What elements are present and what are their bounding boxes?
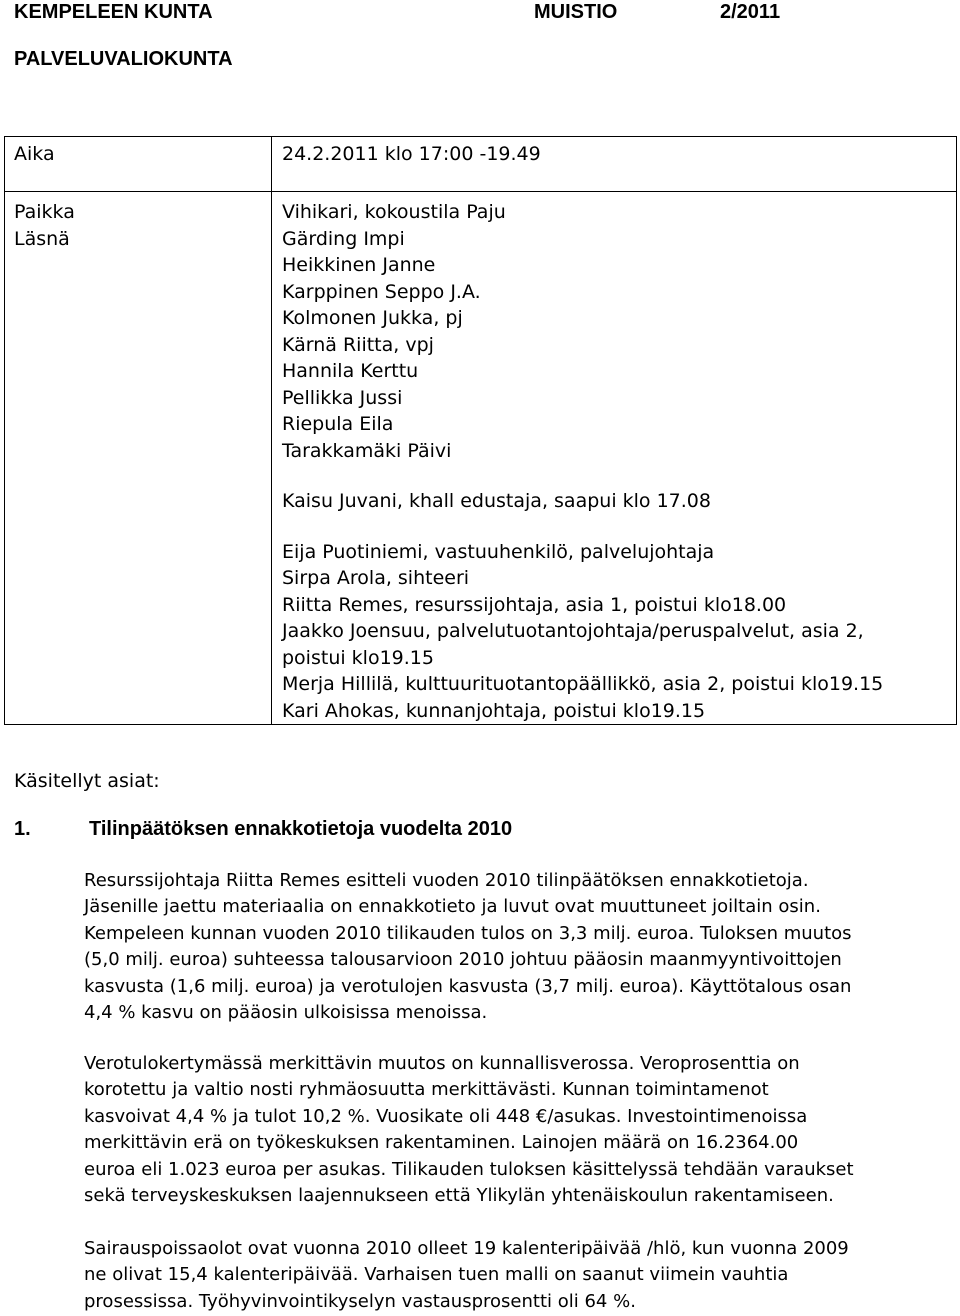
paragraph-line: merkittävin erä on työkeskuksen rakentaminen. Lainojen määrä on 16.2364.00	[84, 1132, 799, 1154]
paragraph-line: korotettu ja valtio nosti ryhmäosuutta merkittävästi. Kunnan toimintamenot	[84, 1079, 769, 1101]
time-label-cell	[5, 137, 272, 192]
member-item: Kolmonen Jukka, pj	[282, 307, 463, 329]
paragraph-line: (5,0 milj. euroa) suhteessa talousarvioon 2010 johtuu pääosin maanmyyntivoittojen	[84, 949, 842, 971]
paragraph-line: ne olivat 15,4 kalenteripäivää. Varhaisen tuen malli on saanut viimein vauhtia	[84, 1264, 789, 1286]
document-number: 2/2011	[720, 1, 781, 23]
official-item: Eija Puotiniemi, vastuuhenkilö, palvelujohtaja	[282, 540, 715, 563]
committee-name: PALVELUVALIOKUNTA	[14, 48, 233, 70]
official-item: Kari Ahokas, kunnanjohtaja, poistui klo19.15	[282, 699, 706, 722]
place-present-label-cell	[5, 192, 272, 725]
spacer	[282, 515, 956, 539]
document-type: MUISTIO	[534, 1, 618, 23]
official-item: poistui klo19.15	[282, 646, 434, 669]
member-item: Tarakkamäki Päivi	[282, 439, 452, 462]
agenda-item-title: Tilinpäätöksen ennakkotietoja vuodelta 2010	[89, 818, 513, 840]
paragraph-line: kasvusta (1,6 milj. euroa) ja verotulojen kasvusta (3,7 milj. euroa). Käyttötalous osan	[84, 975, 852, 997]
official-item: Sirpa Arola, sihteeri	[282, 567, 470, 589]
place-present-row	[5, 192, 957, 725]
paragraph-financial-summary	[84, 868, 954, 1026]
member-item: Hannila Kerttu	[282, 360, 419, 382]
paragraph-tax-revenue	[84, 1051, 954, 1209]
official-item: Riitta Remes, resurssijohtaja, asia 1, poistui klo18.00	[282, 593, 787, 616]
paragraph-line: 4,4 % kasvu on pääosin ulkoisissa menoissa.	[84, 1002, 488, 1024]
place-value: Vihikari, kokoustila Paju	[282, 201, 506, 223]
member-item: Pellikka Jussi	[282, 386, 403, 409]
paragraph-line: kasvoivat 4,4 % ja tulot 10,2 %. Vuosikate oli 448 €/asukas. Investointimenoissa	[84, 1105, 808, 1127]
place-present-value-cell	[272, 192, 957, 725]
spacer	[282, 464, 956, 488]
agenda-item-heading	[14, 816, 512, 842]
paragraph-sick-leave	[84, 1236, 954, 1315]
council-representative: Kaisu Juvani, khall edustaja, saapui klo 17.08	[282, 490, 711, 512]
time-row	[5, 137, 957, 192]
time-value-cell	[272, 137, 957, 192]
time-value: 24.2.2011 klo 17:00 -19.49	[282, 143, 541, 165]
meeting-info-table	[4, 136, 957, 725]
handled-items-heading: Käsitellyt asiat:	[14, 770, 160, 792]
member-item: Kärnä Riitta, vpj	[282, 333, 434, 356]
agenda-item-number: 1.	[14, 818, 31, 840]
organization-name: KEMPELEEN KUNTA	[14, 1, 213, 23]
time-label: Aika	[14, 143, 55, 165]
paragraph-line: euroa eli 1.023 euroa per asukas. Tilikauden tuloksen käsittelyssä tehdään varaukset	[84, 1158, 854, 1180]
present-label: Läsnä	[14, 227, 70, 250]
paragraph-line: Verotulokertymässä merkittävin muutos on kunnallisverossa. Veroprosenttia on	[84, 1053, 800, 1074]
paragraph-line: Jäsenille jaettu materiaalia on ennakkotieto ja luvut ovat muuttuneet joiltain osin.	[84, 896, 821, 918]
paragraph-line: Kempeleen kunnan vuoden 2010 tilikauden tulos on 3,3 milj. euroa. Tuloksen muutos	[84, 922, 852, 944]
paragraph-line: Sairauspoissaolot ovat vuonna 2010 olleet 19 kalenteripäivää /hlö, kun vuonna 2009	[84, 1238, 849, 1259]
member-item: Karppinen Seppo J.A.	[282, 280, 481, 303]
member-item: Gärding Impi	[282, 227, 405, 250]
member-item: Riepula Eila	[282, 413, 394, 435]
place-label: Paikka	[14, 201, 75, 223]
paragraph-line: Resurssijohtaja Riitta Remes esitteli vuoden 2010 tilinpäätöksen ennakkotietoja.	[84, 870, 809, 891]
paragraph-line: sekä terveyskeskuksen laajennukseen että Ylikylän yhtenäiskoulun rakentamiseen.	[84, 1185, 834, 1207]
official-item: Jaakko Joensuu, palvelutuotantojohtaja/peruspalvelut, asia 2,	[282, 620, 864, 642]
official-item: Merja Hillilä, kulttuurituotantopäällikkö, asia 2, poistui klo19.15	[282, 673, 884, 695]
member-item: Heikkinen Janne	[282, 254, 436, 276]
paragraph-line: prosessissa. Työhyvinvointikyselyn vastausprosentti oli 64 %.	[84, 1290, 636, 1312]
